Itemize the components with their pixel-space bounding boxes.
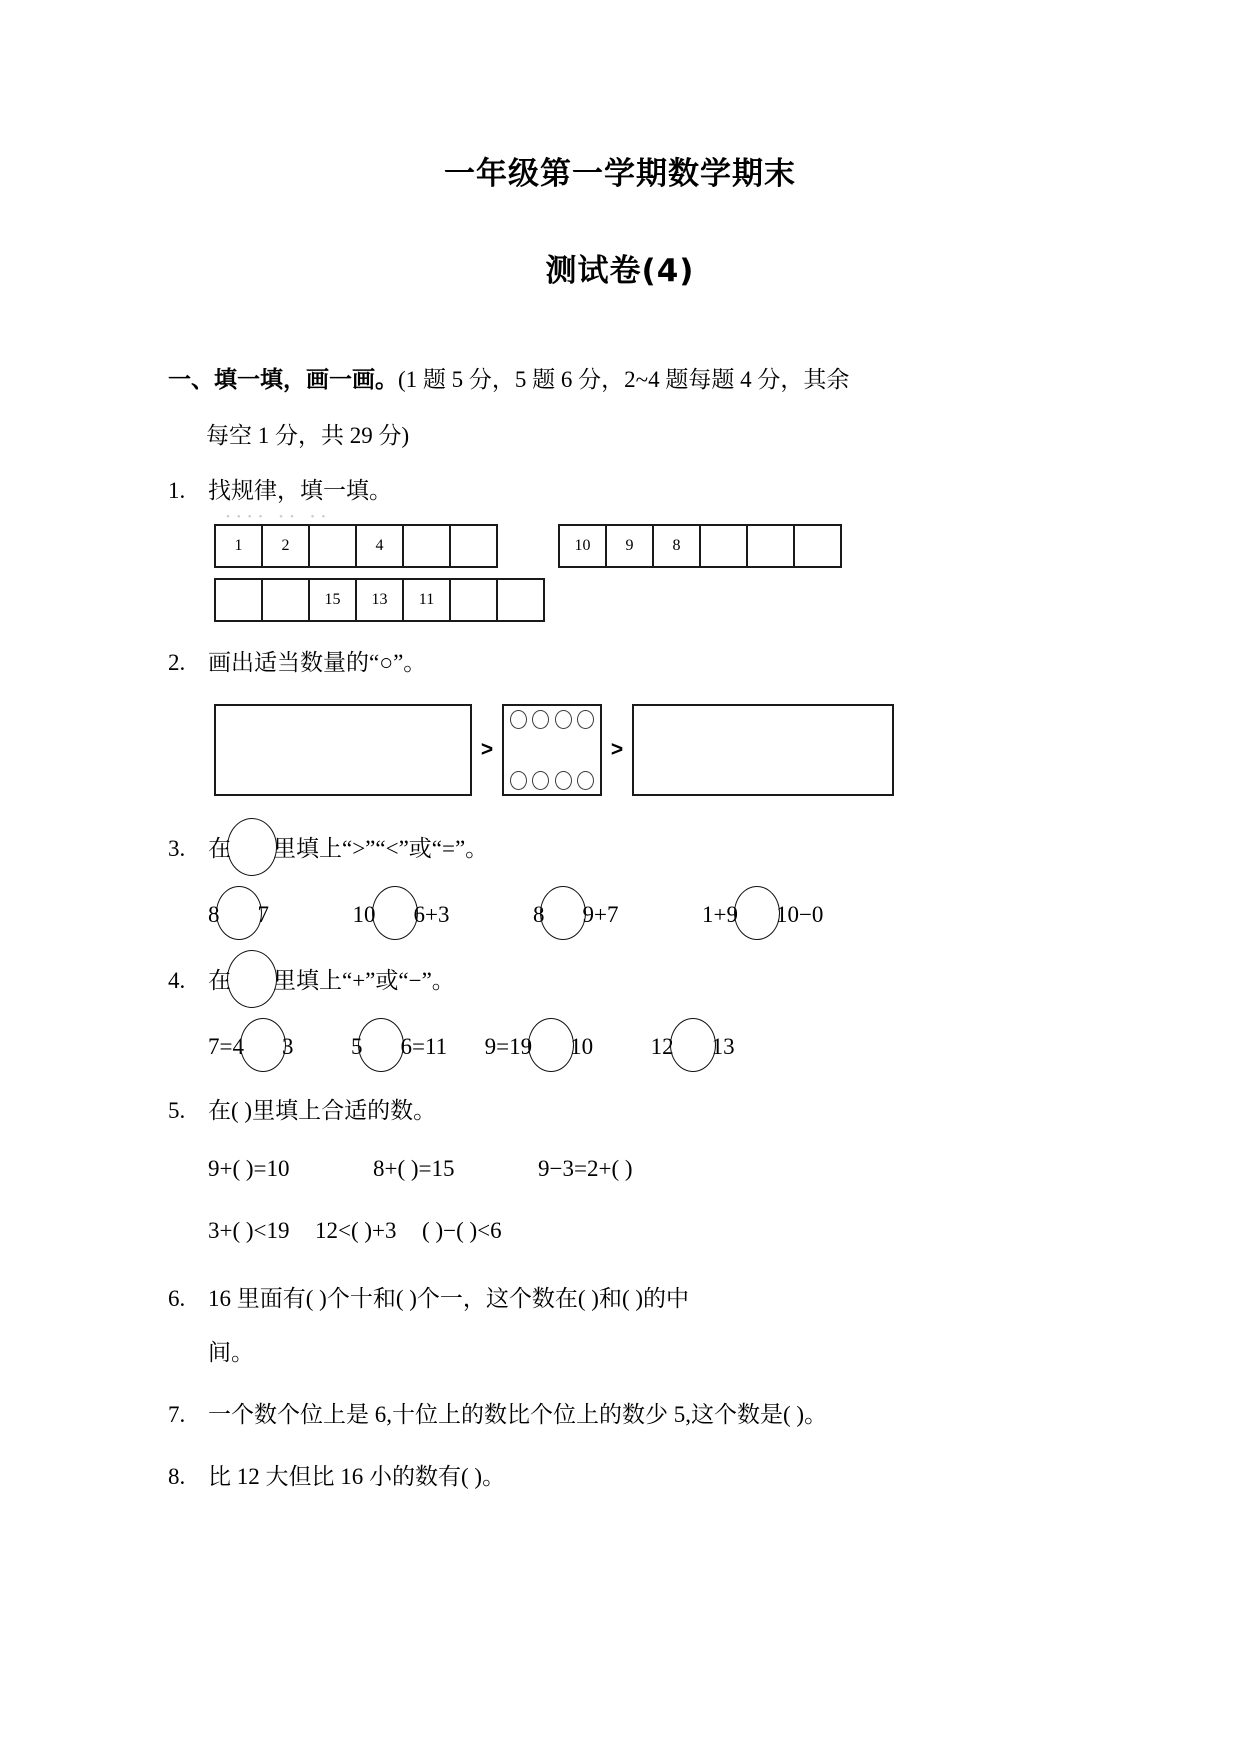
grid-cell[interactable]: 8 [654,526,701,566]
expr-left: 9=19 [484,1034,533,1059]
expr-left: 8 [532,902,545,927]
question-7 [168,1388,1140,1442]
grid-cell[interactable] [701,526,748,566]
question-4 [168,946,1140,1016]
reference-circle-box [502,704,602,796]
question-4-expressions [168,1016,1140,1078]
expr-right: 3 [281,1034,294,1059]
question-8-number: 8. [168,1464,186,1489]
circle-icon [510,710,527,729]
grid-left-top [214,524,498,568]
expr-right: 9+7 [582,902,619,927]
question-3-number: 3. [168,836,186,861]
section-label: 一、填一填，画一画。 [168,367,398,393]
grid-cell[interactable]: 10 [560,526,607,566]
exam-content [0,352,1240,1504]
grid-cell[interactable]: 1 [216,526,263,566]
section-heading [168,352,1140,464]
question-1-grids [168,511,1140,622]
question-3-text-after: 里填上“>”“<”或“=”。 [273,836,489,861]
expr-left: 10 [352,902,376,927]
expr-left: 7=4 [208,1034,244,1059]
grid-cell[interactable]: 13 [357,580,404,620]
grid-cell[interactable] [451,526,498,566]
fill-expression[interactable]: 8+( )=15 [373,1156,455,1181]
draw-box-right[interactable] [632,704,894,796]
grid-cell[interactable]: 15 [310,580,357,620]
grid-cell[interactable] [404,526,451,566]
answer-oval[interactable] [358,1018,404,1072]
grid-cell[interactable] [216,580,263,620]
circle-row-bottom [507,771,597,790]
draw-box-left[interactable] [214,704,472,796]
question-5 [168,1084,1140,1138]
section-score-note-2: 每空 1 分，共 29 分) [206,423,410,448]
grid-cell[interactable]: 2 [263,526,310,566]
question-6 [168,1272,1140,1326]
expr-right: 10−0 [775,902,824,927]
grid-cell[interactable]: 4 [357,526,404,566]
question-6-line2 [168,1326,1140,1380]
question-2 [168,636,1140,690]
answer-oval[interactable] [670,1018,716,1072]
expr-right: 13 [711,1034,735,1059]
grid-row-bottom [214,578,1140,622]
grid-cell[interactable] [498,580,545,620]
question-2-number: 2. [168,650,186,675]
fill-expression[interactable]: 9−3=2+( ) [538,1156,633,1181]
answer-oval[interactable] [734,886,780,940]
page-title-line2: 测试卷(4) [545,253,695,289]
question-3-text-before: 在 [208,836,231,861]
question-7-number: 7. [168,1402,186,1427]
expr-left: 5 [350,1034,363,1059]
question-6-number: 6. [168,1286,186,1311]
grid-row-top [214,524,1140,568]
circle-row-top [507,710,597,729]
circle-icon [577,771,594,790]
grid-cell[interactable] [263,580,310,620]
answer-oval[interactable] [216,886,262,940]
answer-oval[interactable] [227,818,277,876]
circle-icon [532,710,549,729]
question-4-text-before: 在 [208,968,231,993]
question-6-text-line2: 间。 [208,1340,254,1365]
grid-cell[interactable] [748,526,795,566]
grid-cell[interactable] [451,580,498,620]
question-8-text[interactable]: 比 12 大但比 16 小的数有( )。 [208,1464,506,1489]
answer-oval[interactable] [540,886,586,940]
expr-right: 7 [257,902,269,927]
fill-expression[interactable]: 12<( )+3 [315,1218,397,1243]
question-4-text-after: 里填上“+”或“−”。 [273,968,455,993]
scan-artifact: •••• •• •• [226,511,333,523]
comparator-2: > [610,738,624,761]
question-8 [168,1450,1140,1504]
question-1-text: 找规律，填一填。 [208,478,392,503]
expr-right: 6+3 [413,902,450,927]
circle-icon [532,771,549,790]
page-title-line1: 一年级第一学期数学期末 [444,156,796,192]
circle-icon [555,771,572,790]
question-5-line-1 [168,1138,1140,1200]
fill-expression[interactable]: 3+( )<19 [208,1218,290,1243]
expr-right: 6=11 [400,1034,448,1059]
answer-oval[interactable] [372,886,418,940]
circle-icon [577,710,594,729]
expr-left: 12 [650,1034,674,1059]
grid-cell[interactable] [795,526,842,566]
question-1-number: 1. [168,478,186,503]
question-1 [168,464,1140,518]
grid-right-top [558,524,842,568]
grid-bottom [214,578,545,622]
question-5-number: 5. [168,1098,186,1123]
section-score-note-1: (1 题 5 分，5 题 6 分，2~4 题每题 4 分，其余 [398,367,850,392]
grid-cell[interactable]: 11 [404,580,451,620]
grid-cell[interactable] [310,526,357,566]
fill-expression[interactable]: ( )−( )<6 [422,1218,502,1243]
expr-left: 1+9 [701,902,738,927]
answer-oval[interactable] [227,950,277,1008]
expr-right: 10 [570,1034,594,1059]
question-5-text[interactable]: 在( )里填上合适的数。 [208,1098,437,1123]
question-7-text[interactable]: 一个数个位上是 6,十位上的数比个位上的数少 5,这个数是( )。 [208,1402,828,1427]
grid-cell[interactable]: 9 [607,526,654,566]
circle-icon [555,710,572,729]
question-5-line-2 [168,1200,1140,1262]
question-2-boxes [168,704,1140,796]
question-3-expressions [168,884,1140,946]
expr-left: 8 [208,902,220,927]
answer-oval[interactable] [240,1018,286,1072]
fill-expression[interactable]: 9+( )=10 [208,1156,290,1181]
comparator-1: > [480,738,494,761]
question-3 [168,814,1140,884]
question-4-number: 4. [168,968,186,993]
circle-icon [510,771,527,790]
question-2-text: 画出适当数量的“○”。 [208,650,427,675]
answer-oval[interactable] [528,1018,574,1072]
question-6-text-line1[interactable]: 16 里面有( )个十和( )个一，这个数在( )和( )的中 [208,1286,690,1311]
